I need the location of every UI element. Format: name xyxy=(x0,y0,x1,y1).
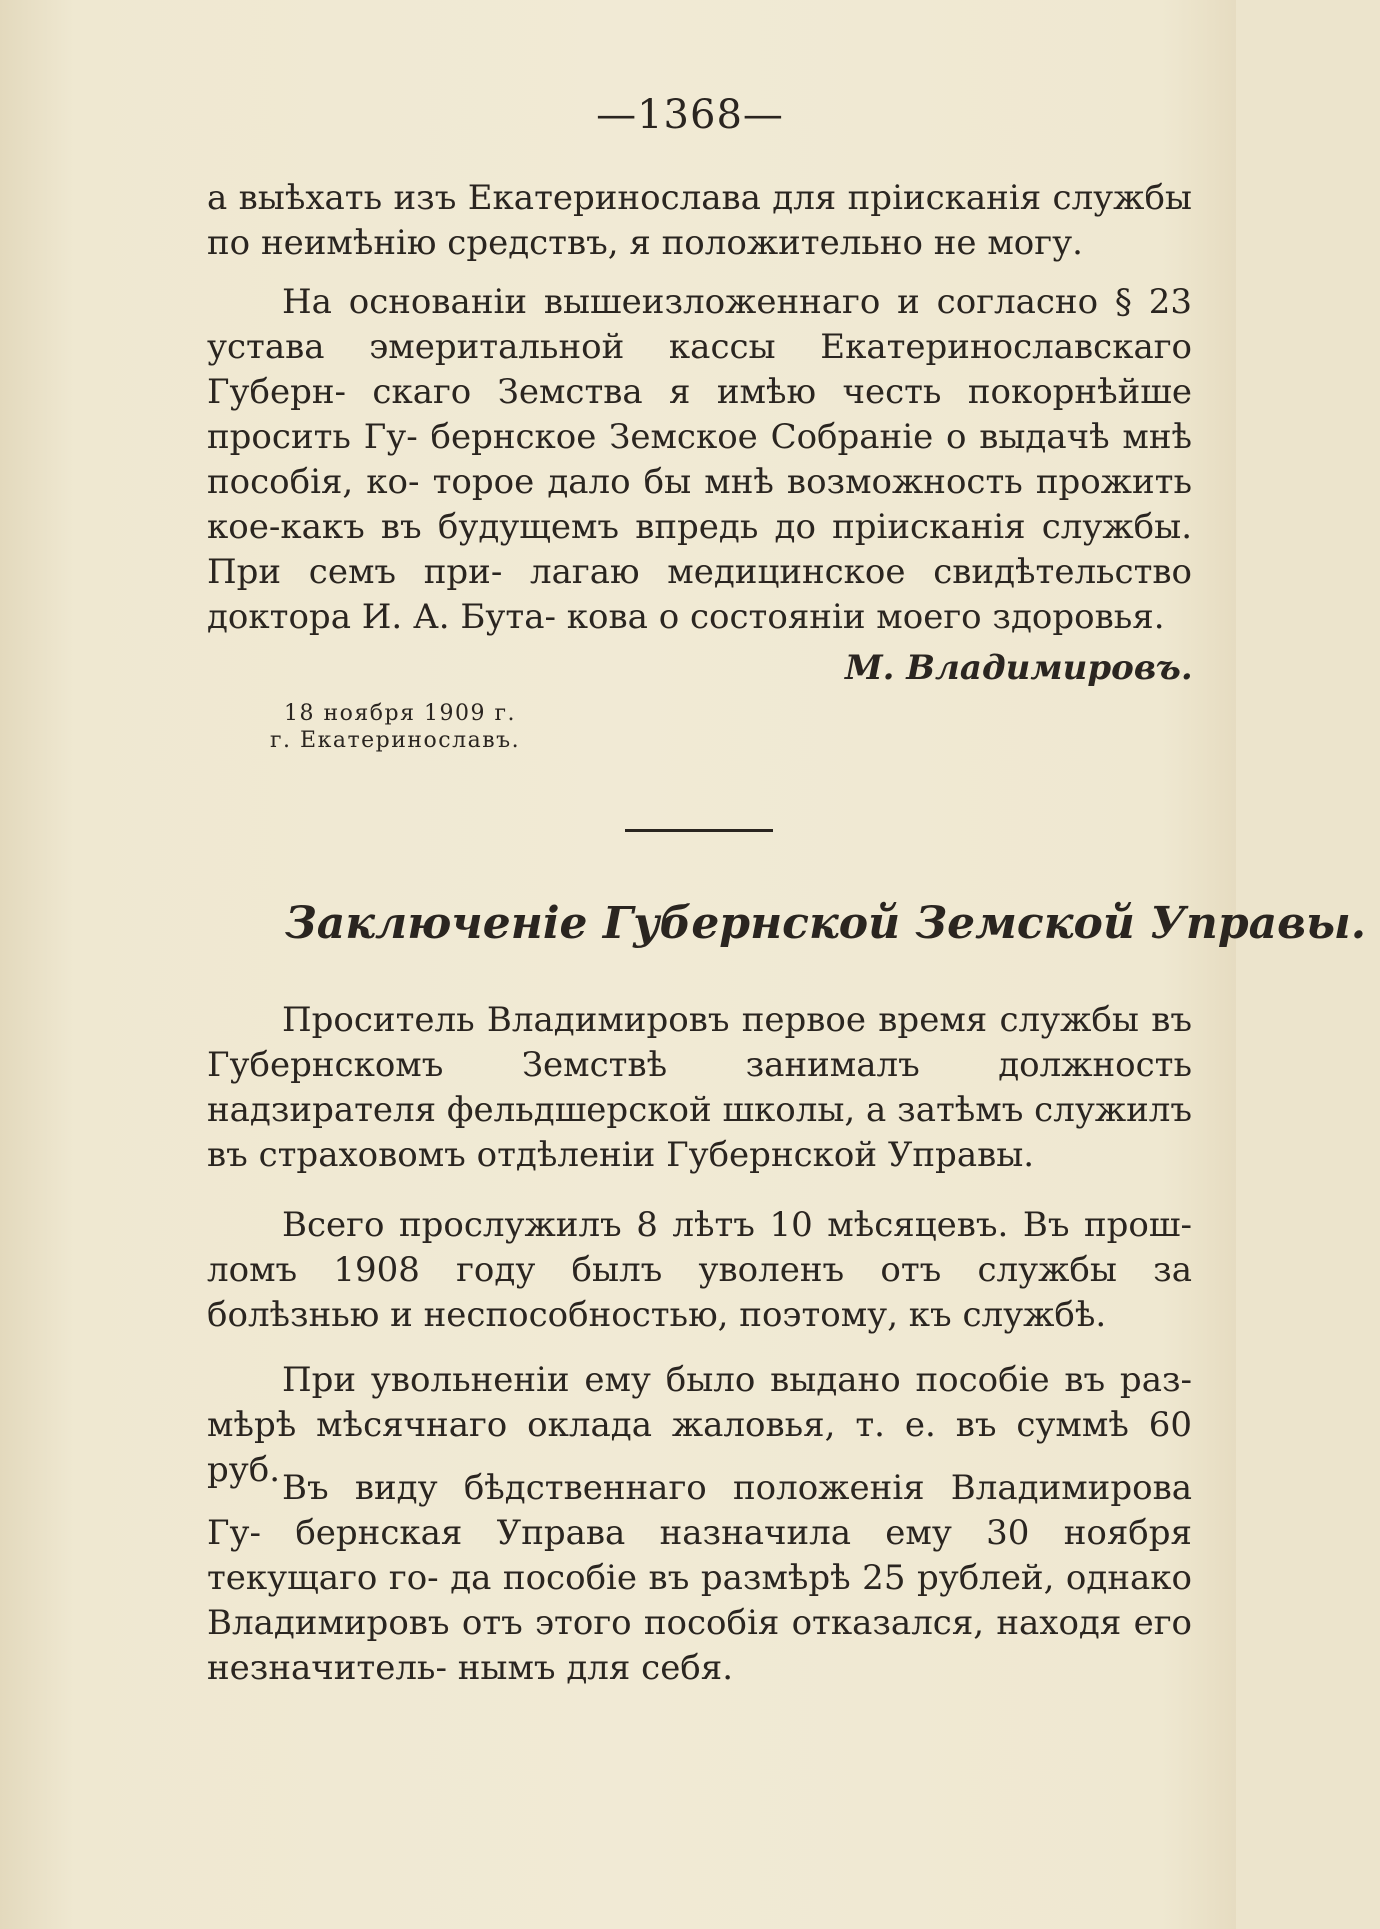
paragraph-request xyxy=(207,280,1192,640)
section-title: Заключеніе Губернской Земской Управы. xyxy=(285,898,1367,949)
paragraph-2: На основаніи вышеизложеннаго и согласно § 23 устава эмеритальной кассы Екатеринославскаго Губерн- скаго Земства я имѣю честь покорнѣйше просить Гу- бернское Земское Собраніе о выдачѣ мнѣ пособія, ко- торое дало бы мнѣ возможность прожить кое-какъ въ будущемъ впредь до пріисканія службы. При семъ при- лагаю медицинское свидѣтельство доктора И. А. Бута- кова о состояніи моего здоровья. xyxy=(207,282,1193,637)
paragraph-allowance xyxy=(207,1466,1192,1691)
date-place-block xyxy=(270,700,520,754)
paragraph-1: а выѣхать изъ Екатеринослава для пріисканія службы по неимѣнію средствъ, я положительно не могу. xyxy=(207,178,1192,263)
paragraph-5: При увольненіи ему было выдано пособіе въ раз- мѣрѣ мѣсячнаго оклада жаловья, т. е. въ суммѣ 60 руб. xyxy=(207,1360,1192,1490)
paragraph-6: Въ виду бѣдственнаго положенія Владимирова Гу- бернская Управа назначила ему 30 ноября текущаго го- да пособіе въ размѣрѣ 25 рублей, однако Владимировъ отъ этого пособія отказался, находя его незначитель- нымъ для себя. xyxy=(207,1468,1192,1688)
paragraph-service xyxy=(207,1203,1192,1338)
page-number: —1368— xyxy=(596,92,784,138)
paragraph-3: Проситель Владимировъ первое время службы въ Губернскомъ Земствѣ занималъ должность надзирателя фельдшерской школы, а затѣмъ служилъ въ страховомъ отдѣленіи Губернской Управы. xyxy=(207,1000,1192,1175)
place-line: г. Екатеринославъ. xyxy=(270,728,521,753)
section-divider xyxy=(625,829,773,832)
paragraph-4: Всего прослужилъ 8 лѣтъ 10 мѣсяцевъ. Въ прош- ломъ 1908 году былъ уволенъ отъ службы за болѣзнью и неспособностью, поэтому, къ службѣ. xyxy=(207,1205,1192,1335)
signature: М. Владимировъ. xyxy=(845,648,1193,688)
date-line: 18 ноября 1909 г. xyxy=(284,701,516,726)
paragraph-continuation xyxy=(207,176,1192,266)
paragraph-petitioner xyxy=(207,998,1192,1178)
